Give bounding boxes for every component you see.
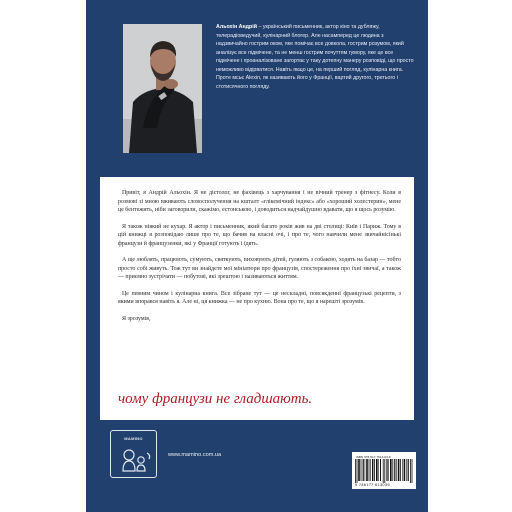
blurb-paragraph-3: А ще люблять, працюють, сумують, святкують, виховують дітей, гуляють з собакою, ходять на базар — тобто просто собі живуть. Тож тут ви знайдете мої мініатюри про французів, спостереження про їхні звичаї, а також — приємно зустрічати — побутові, які зрештою і називаються життям.	[118, 257, 401, 281]
author-description: – український письменник, актор кіно та дубляжу, телерадіоведучий, кулінарний блогер. Але насамперед це людина з надзвичайно гострим оком, яке помічає все довкола, гострим розумом, який аналізує все підмічене, та не менш гострим почуттям гумору, яке це все підмічене і проаналізоване загортає у таку дотепну манеру розповіді, що просто неможливо відірватися. Навіть якщо це, на перший погляд, кулінарна книга. Проте мсьє Alexin, як називають його у Франції, вартий другого, третього і стотисячного погляду.	[216, 24, 414, 90]
barcode-digits: 9 786177 613039	[355, 483, 390, 487]
blurb-paragraph-1: Привіт, я Андрій Альохін. Я не дієтолог, не фахівець з харчування і не вічний тренер з фітнесу. Коли в розмові зі мною вживають словосполучення на кшталт «глікемічний індекс» або «хороший холестерин», мене це бентежить, ніби заговорили, скажімо, естонською, і доводиться надчайдушно вдавати, що я щось розумію.	[118, 190, 401, 214]
author-photo	[123, 24, 202, 153]
author-bio	[216, 23, 414, 91]
author-name: Альохін Андрій	[216, 24, 257, 30]
publisher-logo-icon	[111, 431, 158, 479]
isbn-text: ISBN 978-617-7613-03-9	[356, 455, 391, 459]
publisher-url: www.mamino.com.ua	[168, 452, 222, 458]
publisher-logo-text: MAMINO	[124, 436, 143, 441]
author-photo-illustration	[123, 24, 202, 153]
barcode	[355, 459, 413, 483]
blurb-paragraph-2: Я також ніякий не кухар. Я актор і письменник, який багато років жив на дві столиці: Київ і Париж. Тому в цій книжці я розповідаю лише про те, що бачив на власні очі, і про те, чого навчили мене звичайнісінькі французи й французенки, які у Франції готують і їдять.	[118, 223, 401, 247]
blurb-paragraph-4: Це певним чином і кулінарна книга. Все зібране тут — це нескладні, повсякденні французькі рецепти, з якими впорався навіть я. Але ні, ця книжка — не про кухню. Вона про те, що я нарешті зрозумів.	[118, 290, 401, 306]
blurb-paragraph-5: Я зрозумів,	[122, 316, 151, 323]
tagline: чому французи не гладшають.	[118, 391, 313, 407]
publisher-logo	[110, 430, 157, 478]
blurb-text	[118, 189, 401, 330]
